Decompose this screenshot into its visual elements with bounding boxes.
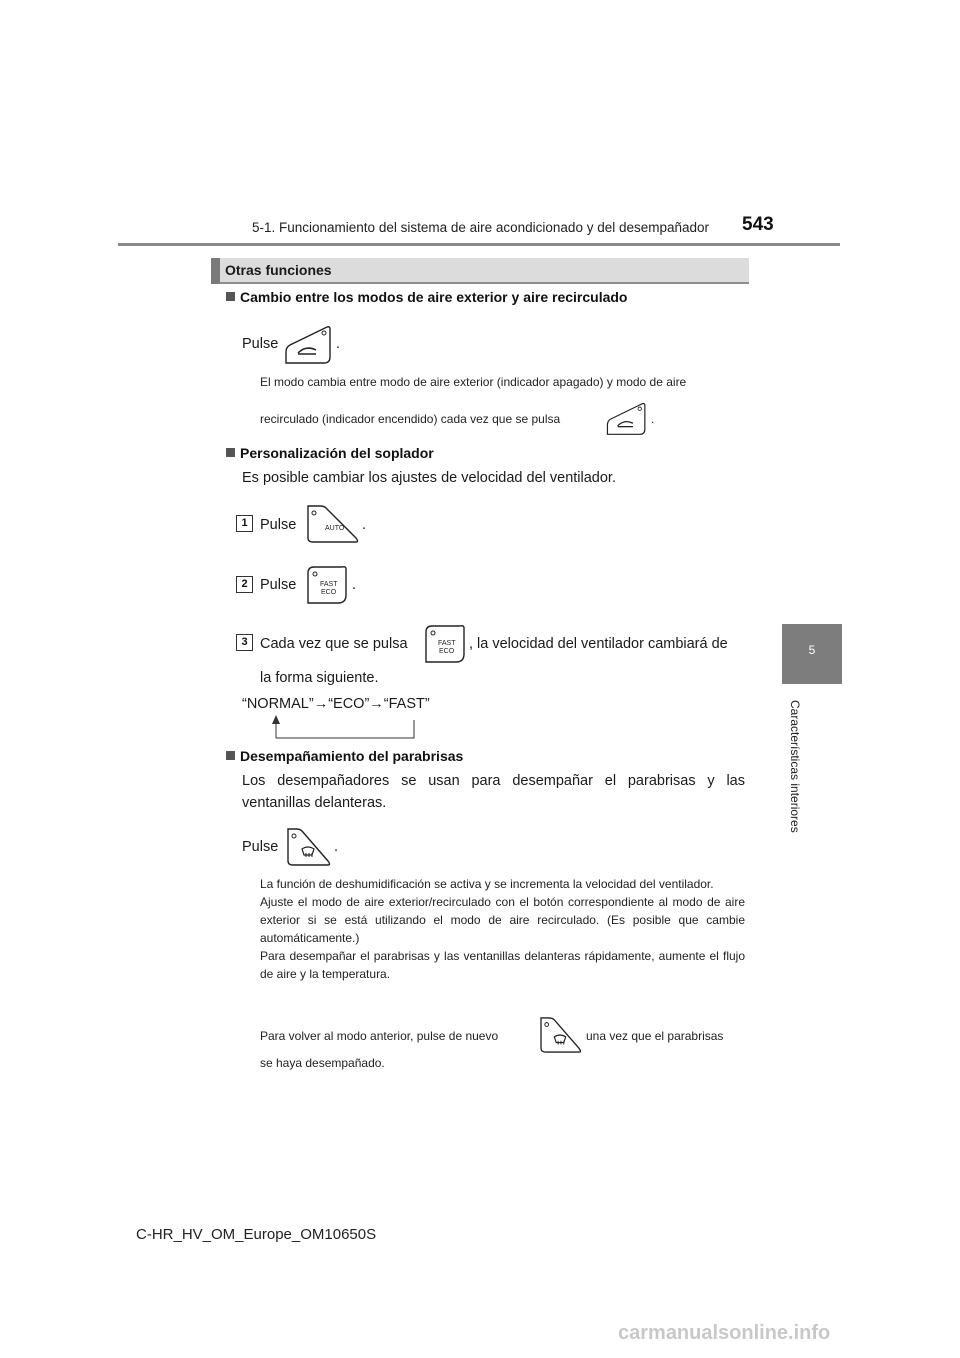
fast-label: FAST [438, 640, 456, 647]
step-1-pulse: Pulse [260, 517, 297, 533]
recirc-heading-text: Cambio entre los modos de aire exterior y aire recirculado [240, 289, 628, 305]
page-header-title: 5-1. Funcionamiento del sistema de aire acondicionado y del desempañador [252, 220, 710, 235]
step-3-text-pre: Cada vez que se pulsa [260, 636, 408, 652]
chapter-number: 5 [808, 643, 816, 657]
auto-button-icon [304, 504, 360, 544]
section-header [211, 258, 749, 284]
fast-eco-button-icon [422, 624, 468, 664]
defog-dot: . [334, 839, 339, 855]
auto-label: AUTO [325, 525, 345, 532]
bullet-square-icon [226, 751, 235, 760]
fast-label: FAST [320, 581, 338, 588]
recirc-heading [226, 289, 627, 305]
fast-eco-button-icon [304, 565, 350, 605]
defog-note-4-post: una vez que el parabrisas [586, 1029, 724, 1043]
recirc-note-dot: . [651, 412, 655, 426]
recirculation-button-icon [284, 325, 334, 365]
blower-heading-text: Personalización del soplador [240, 445, 434, 461]
step-2-dot: . [352, 577, 357, 593]
sequence-loop-arrow [268, 714, 420, 740]
defog-note-4-pre: Para volver al modo anterior, pulse de nuevo [260, 1029, 499, 1043]
defog-intro [242, 773, 745, 811]
page-number: 543 [742, 214, 774, 235]
bullet-square-icon [226, 292, 235, 301]
defog-intro-line1: Los desempañadores se usan para desempañar el parabrisas y las [242, 773, 745, 789]
eco-label: ECO [321, 589, 337, 596]
recirc-note-line1: El modo cambia entre modo de aire exterior (indicador apagado) y modo de aire [260, 375, 687, 389]
recirculation-button-icon [605, 402, 649, 436]
recirc-instruction [242, 336, 278, 352]
chapter-label: Características interiores [788, 700, 802, 833]
bullet-square-icon [226, 448, 235, 457]
front-defogger-button-icon [537, 1016, 583, 1054]
section-accent [211, 258, 220, 284]
recirc-note-line2: recirculado (indicador encendido) cada vez que se pulsa [260, 412, 561, 426]
defog-note-4-line2: se haya desempañado. [260, 1056, 385, 1070]
defog-heading [226, 748, 463, 764]
document-code: C-HR_HV_OM_Europe_OM10650S [136, 1226, 377, 1243]
step-2-pulse: Pulse [260, 577, 297, 593]
step-number-2: 2 [236, 576, 253, 593]
recirc-dot: . [336, 336, 341, 352]
defog-note-3: Para desempañar el parabrisas y las ventanillas delanteras rápidamente, aumente el flujo de aire y la temperatura. [260, 949, 745, 981]
defog-heading-text: Desempañamiento del parabrisas [240, 748, 464, 764]
step-3-text-post: , la velocidad del ventilador cambiará de [469, 636, 728, 652]
defog-note-2: Ajuste el modo de aire exterior/recirculado con el botón correspondiente al modo de aire exterior si se está utilizando el modo de aire recirculado. (Es posible que cambie automáticamente.) [260, 895, 745, 945]
step-1-dot: . [362, 517, 367, 533]
header-divider [118, 243, 840, 246]
blower-heading [226, 445, 434, 461]
eco-label: ECO [439, 648, 455, 655]
defog-intro-line2: ventanillas delanteras. [242, 795, 387, 811]
watermark: carmanualsonline.info [618, 1322, 831, 1344]
step-number-3: 3 [236, 634, 253, 651]
chapter-tab [782, 624, 842, 684]
blower-intro: Es posible cambiar los ajustes de velocidad del ventilador. [242, 470, 616, 486]
step-number-1: 1 [236, 515, 253, 532]
defog-note-1: La función de deshumidificación se activa y se incrementa la velocidad del ventilador. [260, 877, 714, 891]
recirc-pulse-label: Pulse [242, 336, 279, 352]
speed-sequence: “NORMAL”→“ECO”→“FAST” [242, 696, 430, 712]
defog-notes [260, 875, 745, 983]
section-title: Otras funciones [225, 262, 332, 278]
defog-pulse: Pulse [242, 839, 279, 855]
step-3-text-line2: la forma siguiente. [260, 670, 379, 686]
front-defogger-button-icon [284, 827, 332, 867]
